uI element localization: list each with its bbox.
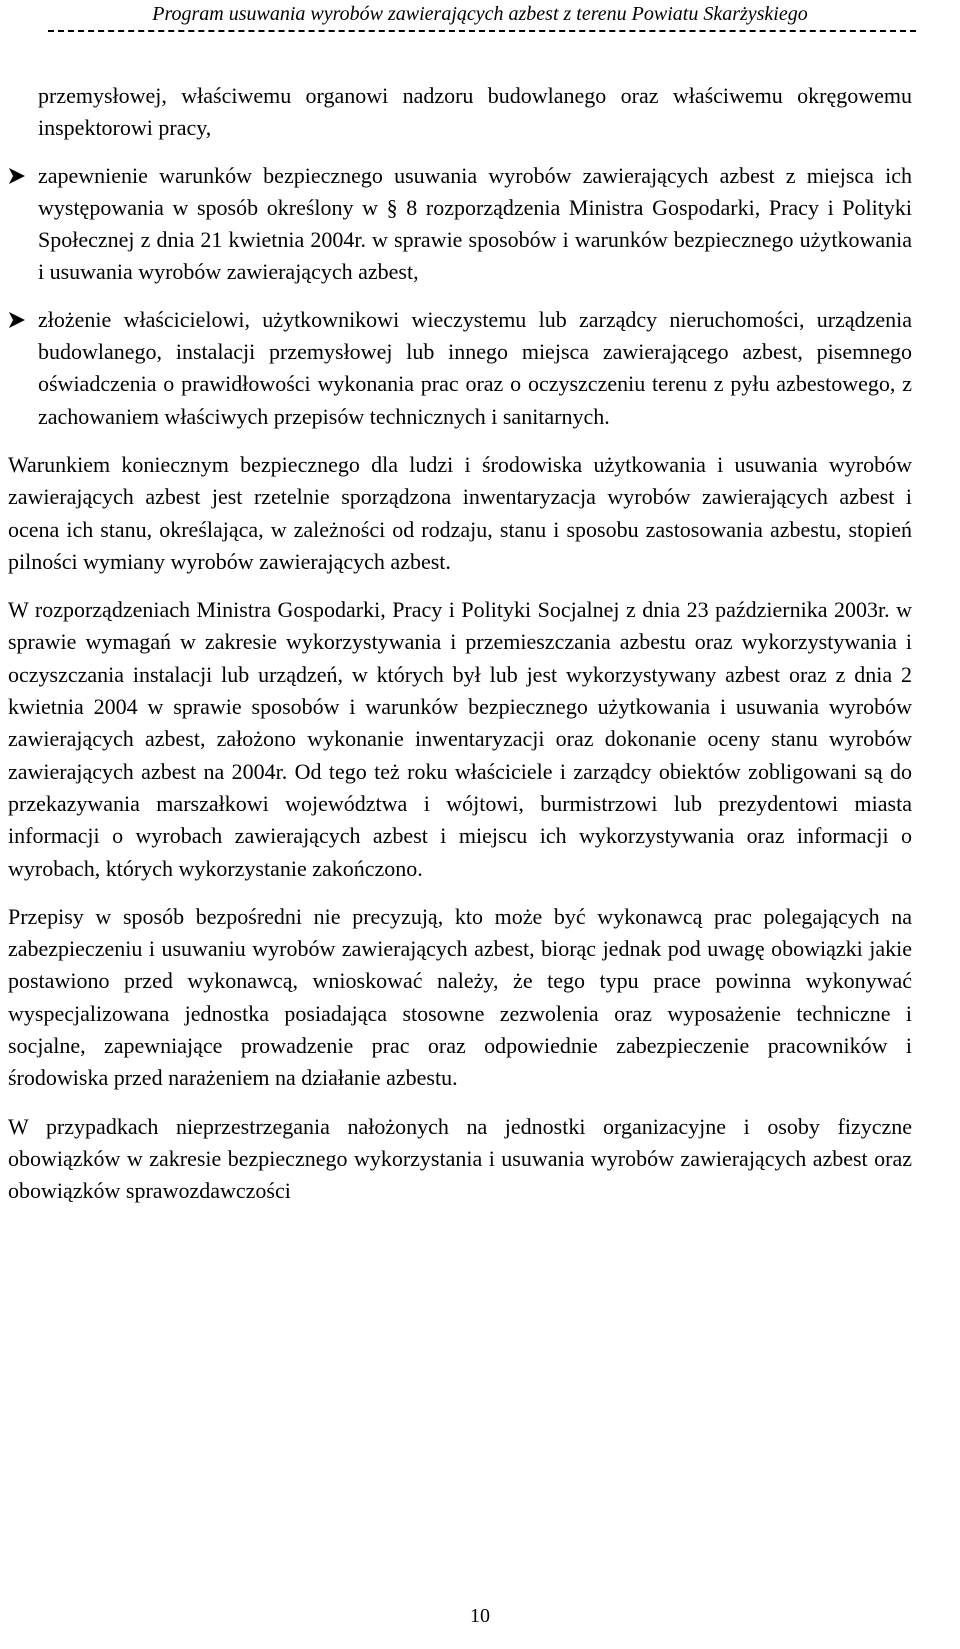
- spacer: [8, 1095, 912, 1111]
- page-number: 10: [470, 1605, 490, 1627]
- paragraph: Przepisy w sposób bezpośredni nie precyzują, kto może być wykonawcą prac polegających na zabezpieczeniu i usuwaniu wyrobów zawierających azbest, biorąc jednak pod uwagę obowiązki jakie postawiono przed wykonawcą, wnioskować należy, że tego typu prace powinna wykonywać wyspecjalizowana jednostka posiadająca stosowne zezwolenia oraz wyposażenie techniczne i socjalne, zapewniające prowadzenie prac oraz odpowiednie zabezpieczenie pracowników i środowiska przed narażeniem na działanie azbestu.: [8, 903, 912, 1091]
- arrowhead-bullet-icon: [8, 167, 26, 185]
- list-item: [8, 304, 912, 433]
- bullet-text: zapewnienie warunków bezpiecznego usuwania wyrobów zawierających azbest z miejsca ich występowania w sposób określony w § 8 rozporządzenia Ministra Gospodarki, Pracy i Polityki Społecznej z dnia 21 kwietnia 2004r. w sprawie sposobów i warunków bezpiecznego użytkowania i usuwania wyrobów zawierających azbest,: [38, 162, 912, 285]
- paragraph: Warunkiem koniecznym bezpiecznego dla ludzi i środowiska użytkowania i usuwania wyrobów zawierających azbest jest rzetelnie sporządzona inwentaryzacja wyrobów zawierających azbest i ocena ich stanu, określająca, w zależności od rodzaju, stanu i sposobu zastosowania azbestu, stopień pilności wymiany wyrobów zawierających azbest.: [8, 451, 912, 574]
- paragraph: W rozporządzeniach Ministra Gospodarki, Pracy i Polityki Socjalnej z dnia 23 października 2003r. w sprawie wymagań w zakresie wykorzystywania i przemieszczania azbestu oraz wykorzystywania i oczyszczania instalacji lub urządzeń, w których był lub jest wykorzystywany azbest oraz z dnia 2 kwietnia 2004 w sprawie sposobów i warunków bezpiecznego użytkowania i usuwania wyrobów zawierających azbest, założono wykonanie inwentaryzacji oraz dokonanie oceny stanu wyrobów zawierających azbest na 2004r. Od tego też roku właściciele i zarządcy obiektów zobligowani są do przekazywania marszałkowi województwa i wójtowi, burmistrzowi lub prezydentowi miasta informacji o wyrobach zawierających azbest i miejscu ich wykorzystywania oraz informacji o wyrobach, których wykorzystanie zakończono.: [8, 597, 912, 881]
- paragraph: W przypadkach nieprzestrzegania nałożonych na jednostki organizacyjne i osoby fizyczne obowiązków w zakresie bezpiecznego wykorzystania i usuwania wyrobów zawierających azbest oraz obowiązków sprawozdawczości: [8, 1113, 912, 1204]
- arrowhead-bullet-icon: [8, 311, 26, 329]
- document-body: [8, 80, 912, 1208]
- bullet-continuation: przemysłowej, właściwemu organowi nadzoru budowlanego oraz właściwemu okręgowemu inspektorowi pracy,: [38, 83, 912, 141]
- spacer: [8, 578, 912, 594]
- header-title: Program usuwania wyrobów zawierających azbest z terenu Powiatu Skarżyskiego: [152, 3, 808, 25]
- spacer: [8, 433, 912, 449]
- page-footer: [0, 1604, 960, 1628]
- bullet-list: [8, 160, 912, 433]
- bullet-text: złożenie właścicielowi, użytkownikowi wieczystemu lub zarządcy nieruchomości, urządzenia budowlanego, instalacji przemysłowej lub innego miejsca zawierającego azbest, pisemnego oświadczenia o prawidłowości wykonania prac oraz o oczyszczeniu terenu z pyłu azbestowego, z zachowaniem właściwych przepisów technicznych i sanitarnych.: [38, 306, 912, 429]
- list-item: [8, 160, 912, 289]
- header-divider: [48, 30, 916, 32]
- page-header: [0, 0, 960, 26]
- spacer: [8, 885, 912, 901]
